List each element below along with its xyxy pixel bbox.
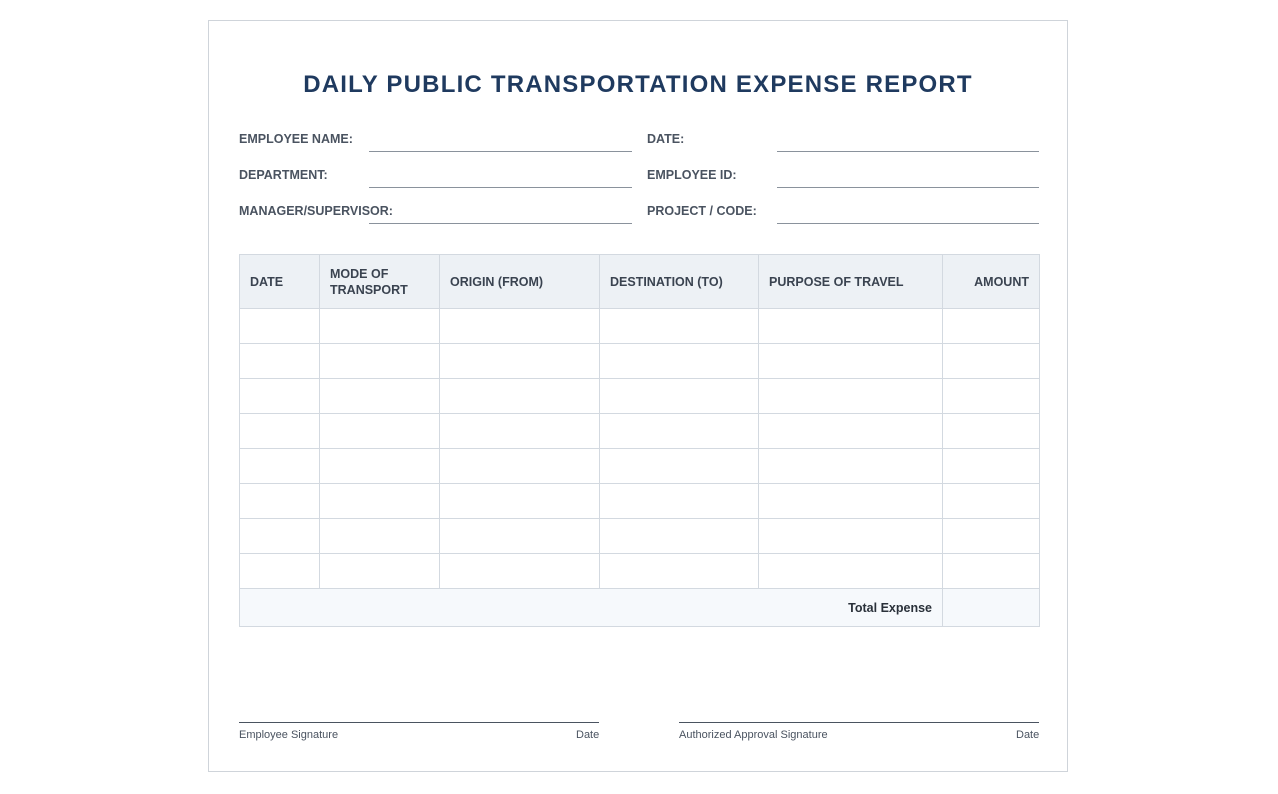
table-cell[interactable] bbox=[240, 554, 320, 589]
table-cell[interactable] bbox=[440, 414, 600, 449]
approval-signature-date-label: Date bbox=[1016, 729, 1040, 741]
table-cell[interactable] bbox=[759, 344, 943, 379]
table-cell[interactable] bbox=[440, 449, 600, 484]
total-expense-label: Total Expense bbox=[240, 589, 943, 627]
table-cell[interactable] bbox=[943, 554, 1040, 589]
table-cell[interactable] bbox=[320, 484, 440, 519]
employee-id-field[interactable] bbox=[777, 187, 1039, 188]
table-cell[interactable] bbox=[600, 309, 759, 344]
column-header-origin: ORIGIN (FROM) bbox=[440, 255, 600, 309]
table-cell[interactable] bbox=[943, 309, 1040, 344]
table-cell[interactable] bbox=[759, 414, 943, 449]
table-cell[interactable] bbox=[320, 449, 440, 484]
table-cell[interactable] bbox=[943, 449, 1040, 484]
table-cell[interactable] bbox=[240, 519, 320, 554]
table-cell[interactable] bbox=[320, 519, 440, 554]
department-label: DEPARTMENT: bbox=[239, 168, 328, 182]
table-cell[interactable] bbox=[943, 414, 1040, 449]
table-cell[interactable] bbox=[320, 554, 440, 589]
table-cell[interactable] bbox=[320, 309, 440, 344]
column-header-destination: DESTINATION (TO) bbox=[600, 255, 759, 309]
table-cell[interactable] bbox=[240, 484, 320, 519]
table-cell[interactable] bbox=[320, 379, 440, 414]
expense-table bbox=[239, 254, 1040, 627]
date-label: DATE: bbox=[647, 132, 685, 146]
table-cell[interactable] bbox=[759, 519, 943, 554]
date-field[interactable] bbox=[777, 151, 1039, 152]
table-row bbox=[240, 379, 1040, 414]
table-cell[interactable] bbox=[759, 484, 943, 519]
column-header-mode bbox=[320, 255, 440, 309]
table-cell[interactable] bbox=[759, 554, 943, 589]
manager-label: MANAGER/SUPERVISOR: bbox=[239, 204, 393, 218]
table-cell[interactable] bbox=[440, 309, 600, 344]
table-row bbox=[240, 344, 1040, 379]
table-row bbox=[240, 449, 1040, 484]
column-header-date: DATE bbox=[240, 255, 320, 309]
table-cell[interactable] bbox=[440, 344, 600, 379]
table-cell[interactable] bbox=[600, 379, 759, 414]
table-row bbox=[240, 519, 1040, 554]
table-cell[interactable] bbox=[440, 379, 600, 414]
employee-signature-date-label: Date bbox=[576, 729, 600, 741]
table-cell[interactable] bbox=[759, 379, 943, 414]
table-cell[interactable] bbox=[240, 309, 320, 344]
table-cell[interactable] bbox=[943, 344, 1040, 379]
employee-signature-line[interactable] bbox=[239, 722, 599, 723]
table-cell[interactable] bbox=[240, 379, 320, 414]
table-cell[interactable] bbox=[943, 519, 1040, 554]
table-cell[interactable] bbox=[943, 484, 1040, 519]
table-row bbox=[240, 414, 1040, 449]
table-header-row bbox=[240, 255, 1040, 309]
table-cell[interactable] bbox=[600, 484, 759, 519]
column-header-amount: AMOUNT bbox=[943, 255, 1040, 309]
table-row bbox=[240, 309, 1040, 344]
table-cell[interactable] bbox=[240, 344, 320, 379]
project-label: PROJECT / CODE: bbox=[647, 204, 757, 218]
employee-name-field[interactable] bbox=[369, 151, 632, 152]
table-cell[interactable] bbox=[759, 309, 943, 344]
table-cell[interactable] bbox=[600, 414, 759, 449]
table-cell[interactable] bbox=[440, 519, 600, 554]
employee-id-label: EMPLOYEE ID: bbox=[647, 168, 737, 182]
table-cell[interactable] bbox=[943, 379, 1040, 414]
project-field[interactable] bbox=[777, 223, 1039, 224]
table-cell[interactable] bbox=[440, 484, 600, 519]
approval-signature-line[interactable] bbox=[679, 722, 1039, 723]
table-row bbox=[240, 554, 1040, 589]
table-cell[interactable] bbox=[600, 449, 759, 484]
manager-field[interactable] bbox=[369, 223, 632, 224]
employee-name-label: EMPLOYEE NAME: bbox=[239, 132, 353, 146]
department-field[interactable] bbox=[369, 187, 632, 188]
table-cell[interactable] bbox=[600, 554, 759, 589]
table-cell[interactable] bbox=[320, 344, 440, 379]
report-title: DAILY PUBLIC TRANSPORTATION EXPENSE REPORT bbox=[303, 71, 973, 98]
table-cell[interactable] bbox=[240, 414, 320, 449]
table-row bbox=[240, 484, 1040, 519]
table-cell[interactable] bbox=[440, 554, 600, 589]
column-header-purpose: PURPOSE OF TRAVEL bbox=[759, 255, 943, 309]
total-row bbox=[240, 589, 1040, 627]
table-cell[interactable] bbox=[240, 449, 320, 484]
column-header-mode-text: MODE OF TRANSPORT bbox=[330, 266, 408, 297]
table-cell[interactable] bbox=[600, 519, 759, 554]
table-cell[interactable] bbox=[600, 344, 759, 379]
total-expense-value[interactable] bbox=[943, 589, 1040, 627]
table-cell[interactable] bbox=[320, 414, 440, 449]
table-cell[interactable] bbox=[759, 449, 943, 484]
employee-signature-label: Employee Signature bbox=[239, 729, 339, 741]
expense-report-page bbox=[208, 20, 1068, 772]
approval-signature-label: Authorized Approval Signature bbox=[679, 729, 828, 741]
